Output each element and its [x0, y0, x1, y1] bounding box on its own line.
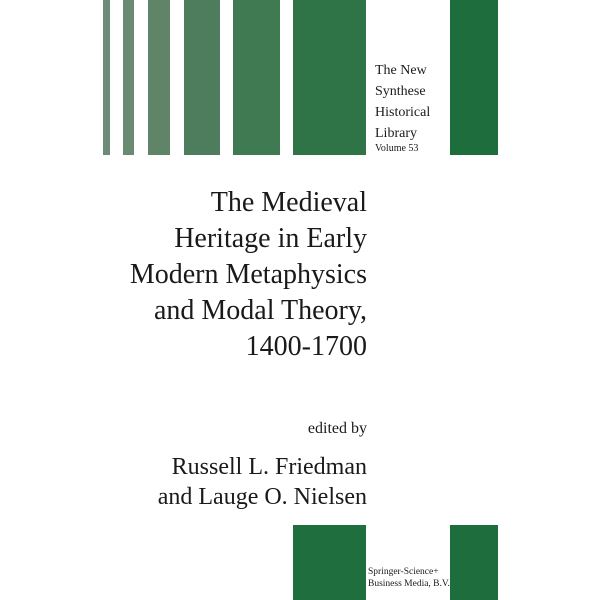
title-line: and Modal Theory,	[153, 295, 367, 326]
volume-number: Volume 53	[375, 143, 419, 154]
bottom-stripe-right	[450, 525, 498, 600]
title-line: 1400-1700	[245, 331, 367, 362]
edited-by-label: edited by	[307, 420, 367, 437]
publisher-line: Springer-Science+	[368, 567, 439, 577]
publisher-name	[368, 566, 450, 590]
title-line: Heritage in Early	[174, 223, 367, 254]
book-title	[130, 185, 367, 365]
series-line: Library	[375, 126, 417, 141]
decorative-stripe-6	[293, 0, 366, 155]
series-line: Historical	[375, 105, 431, 120]
decorative-stripe-3	[148, 0, 170, 155]
title-line: Modern Metaphysics	[129, 259, 367, 290]
title-line: The Medieval	[210, 187, 367, 218]
decorative-stripe-5	[233, 0, 280, 155]
series-name	[375, 60, 450, 144]
bottom-stripe-left	[293, 525, 366, 600]
decorative-stripe-1	[103, 0, 110, 155]
publisher-line: Business Media, B.V.	[368, 579, 450, 589]
editor-line: and Lauge O. Nielsen	[157, 484, 367, 510]
editor-line: Russell L. Friedman	[171, 454, 367, 480]
series-line: The New	[375, 63, 427, 78]
decorative-stripe-7	[450, 0, 498, 155]
decorative-stripe-2	[123, 0, 134, 155]
editor-names	[158, 452, 367, 512]
decorative-stripe-4	[184, 0, 220, 155]
series-line: Synthese	[375, 84, 426, 99]
